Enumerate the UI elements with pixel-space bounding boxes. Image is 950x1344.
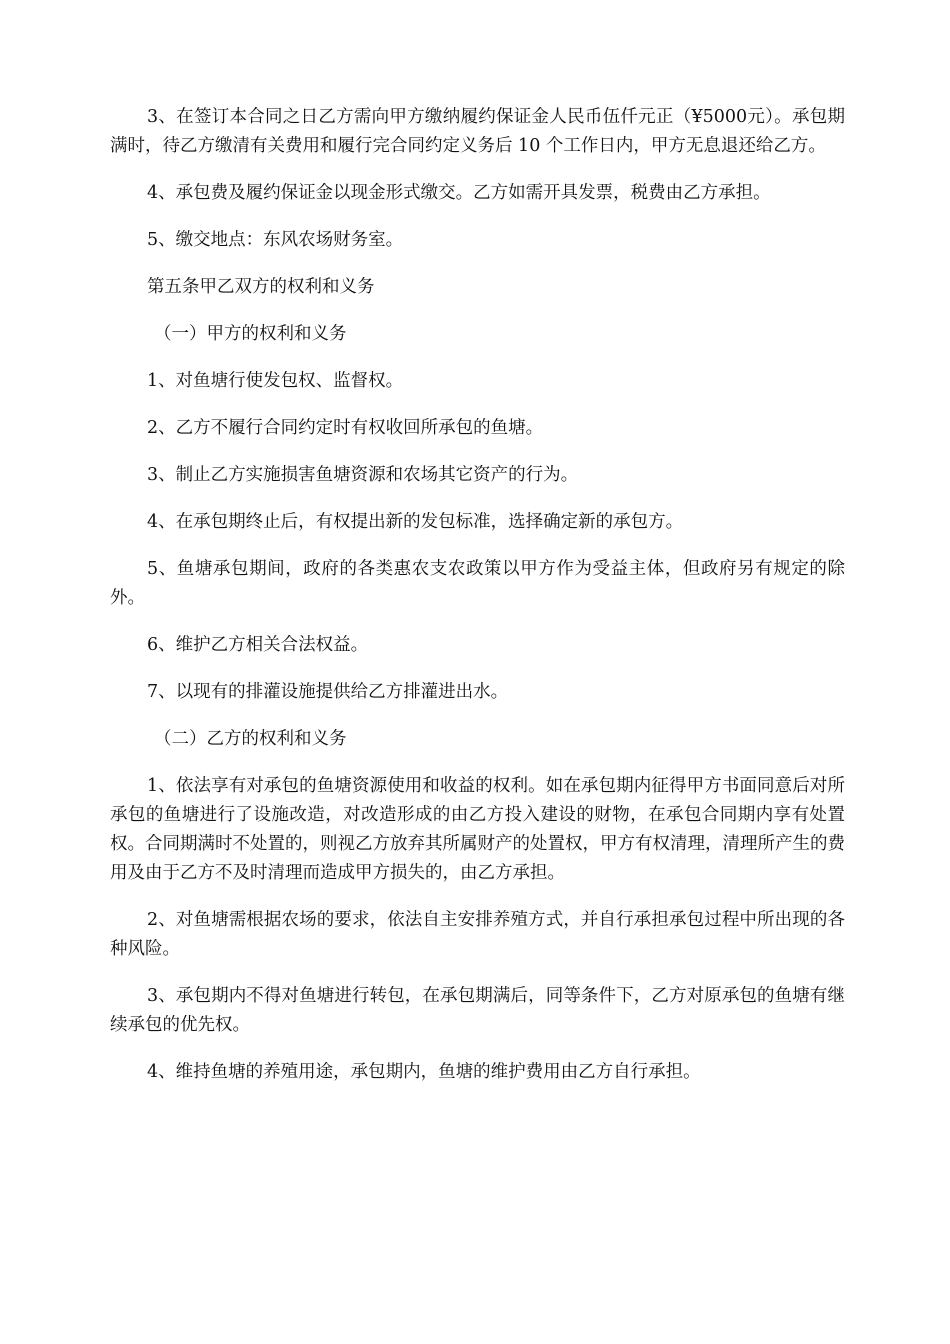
clause-payment-location: 5、缴交地点：东风农场财务室。 — [147, 230, 404, 250]
party-b-item-3: 3、承包期内不得对鱼塘进行转包，在承包期满后，同等条件下，乙方对原承包的鱼塘有继续承包的优先权。 — [110, 986, 845, 1035]
party-a-section-heading: （一）甲方的权利和义务 — [154, 324, 347, 344]
party-a-item-1: 1、对鱼塘行使发包权、监督权。 — [147, 371, 404, 391]
party-b-item-4: 4、维持鱼塘的养殖用途，承包期内，鱼塘的维护费用由乙方自行承担。 — [147, 1062, 701, 1082]
party-b-section-heading: （二）乙方的权利和义务 — [154, 729, 347, 749]
party-b-item-2: 2、对鱼塘需根据农场的要求，依法自主安排养殖方式，并自行承担承包过程中所出现的各种风险。 — [110, 910, 845, 959]
party-a-item-5: 5、鱼塘承包期间，政府的各类惠农支农政策以甲方作为受益主体，但政府另有规定的除外。 — [110, 559, 845, 608]
clause-payment-method: 4、承包费及履约保证金以现金形式缴交。乙方如需开具发票，税费由乙方承担。 — [147, 183, 771, 203]
document-page — [110, 103, 845, 1105]
party-b-item-1: 1、依法享有对承包的鱼塘资源使用和收益的权利。如在承包期内征得甲方书面同意后对所承包的鱼塘进行了设施改造，对改造形成的由乙方投入建设的财物，在承包合同期内享有处置权。合同期满时不处置的，则视乙方放弃其所属财产的处置权，甲方有权清理，清理所产生的费用及由于乙方不及时清理而造成甲方损失的，由乙方承担。 — [110, 776, 845, 883]
party-a-item-2: 2、乙方不履行合同约定时有权收回所承包的鱼塘。 — [147, 418, 544, 438]
party-a-item-7: 7、以现有的排灌设施提供给乙方排灌进出水。 — [147, 682, 509, 702]
clause-deposit-payment: 3、在签订本合同之日乙方需向甲方缴纳履约保证金人民币伍仟元正（¥5000元）。承包期满时，待乙方缴清有关费用和履行完合同约定义务后 10 个工作日内，甲方无息退还给乙方。 — [110, 107, 845, 156]
party-a-item-3: 3、制止乙方实施损害鱼塘资源和农场其它资产的行为。 — [147, 465, 579, 485]
article-five-heading: 第五条甲乙双方的权利和义务 — [147, 277, 375, 297]
party-a-item-4: 4、在承包期终止后，有权提出新的发包标准，选择确定新的承包方。 — [147, 512, 684, 532]
party-a-item-6: 6、维护乙方相关合法权益。 — [147, 635, 369, 655]
